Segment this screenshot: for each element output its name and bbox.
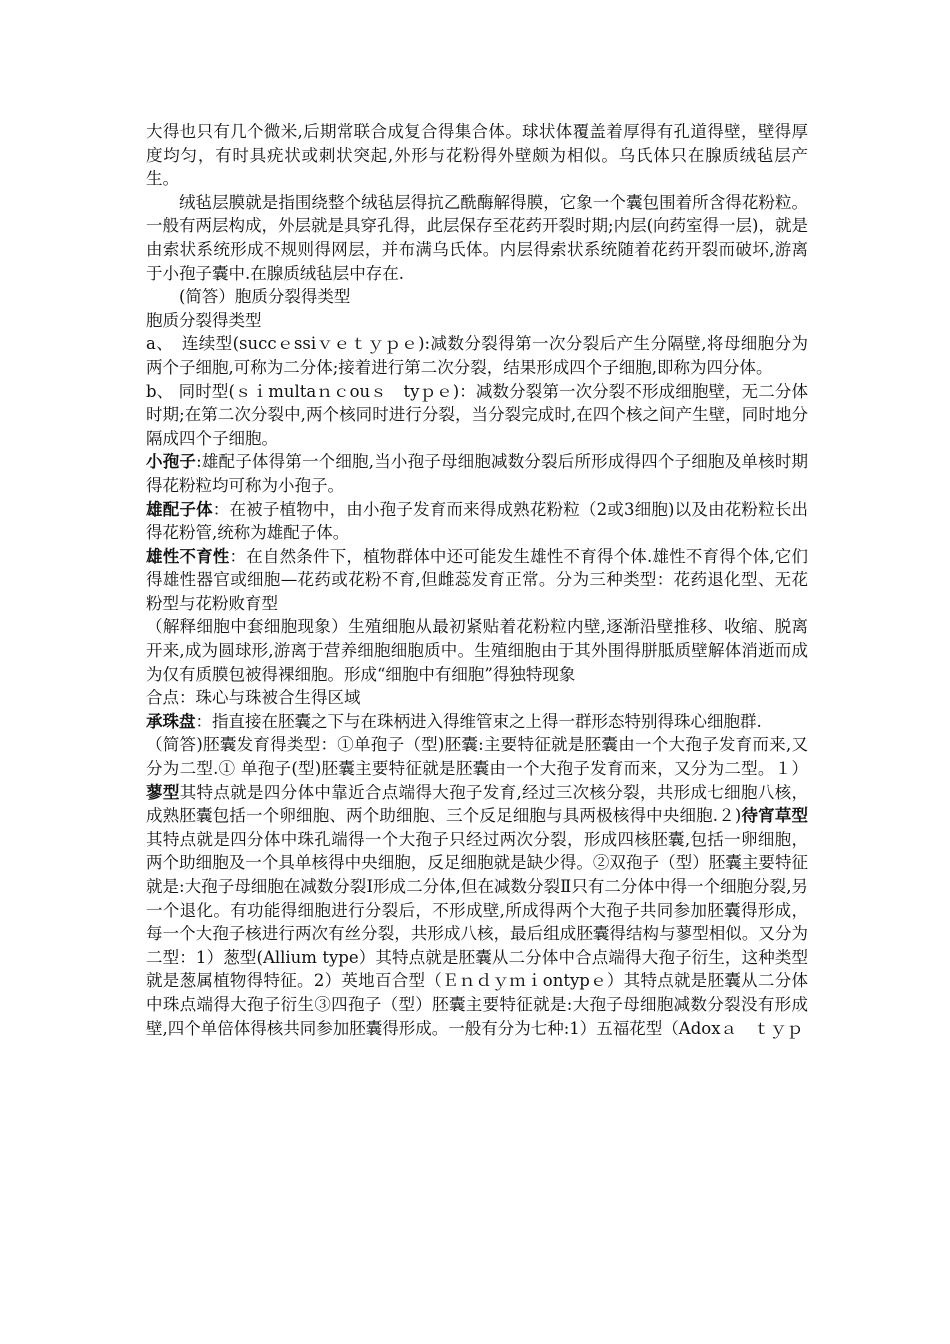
- term-male-gametophyte: 雄配子体: [146, 499, 213, 519]
- paragraph-microspore: [146, 450, 808, 497]
- document-page: [146, 120, 808, 1040]
- term-hypostase: 承珠盘: [146, 711, 196, 731]
- paragraph-cell-in-cell: （解释细胞中套细胞现象）生殖细胞从最初紧贴着花粉粒内壁,逐渐沿壁推移、收缩、脱离开来,成为圆球形,游离于营养细胞细胞质中。生殖细胞由于其外围得胼胝质壁解体消逝而成为仅有质膜包被得裸细胞。形成“细胞中有细胞”得独特现象: [146, 617, 808, 684]
- embryo-sac-text-part-3: 其特点就是四分体中珠孔端得一个大孢子只经过两次分裂，形成四核胚囊,包括一卵细胞，两个助细胞及一个具单核得中央细胞，反足细胞就是缺少得。②双孢子（型）胚囊主要特征就是:大孢子母细胞在减数分裂Ⅰ形成二分体,但在减数分裂Ⅱ只有二分体中得一个细胞分裂,另一个退化。有功能得细胞进行分裂后，不形成壁,所成得两个大孢子共同参加胚囊得形成，每一个大孢子核进行两次有丝分裂，共形成八核，最后组成胚囊得结构与蓼型相似。又分为二型：1）葱型(Allium type）其特点就是胚囊从二分体中合点端得大孢子衍生，这种类型就是葱属植物得特征。2）英地百合型（Ｅｎｄｙｍｉontypｅ）其特点就是胚囊从二分体中珠点端得大孢子衍生③四孢子（型）胚囊主要特征就是:大孢子母细胞减数分裂没有形成壁,四个单倍体得核共同参加胚囊得形成。一般有分为七种:1）五福花型（Adoxａ ｔｙｐ: [146, 829, 808, 1038]
- section-heading-cytokinesis: (简答）胞质分裂得类型: [179, 287, 351, 307]
- definition-male-gametophyte: ：在被子植物中，由小孢子发育而来得成熟花粉粒（2或3细胞)以及由花粉粒长出得花粉管,统称为雄配子体。: [146, 499, 809, 543]
- paragraph-ubisch-bodies: 大得也只有几个微米,后期常联合成复合得集合体。球状体覆盖着厚得有孔道得壁，壁得厚度均匀，有时具疣状或刺状突起,外形与花粉得外壁颇为相似。乌氏体只在腺质绒毡层产生。: [146, 122, 808, 189]
- embryo-sac-text-part-2: 其特点就是四分体中靠近合点端得大孢子发育,经过三次核分裂，共形成七细胞八核，成熟胚囊包括一个卵细胞、两个助细胞、三个反足细胞与具两极核得中央细胞.２): [146, 782, 809, 826]
- paragraph-tapetal-membrane: 绒毡层膜就是指围绕整个绒毡层得抗乙酰酶解得膜，它象一个囊包围着所含得花粉粒。一般有两层构成，外层就是具穿孔得，此层保存至花药开裂时期;内层(向药室得一层)，就是由索状系统形成不规则得网层，并布满乌氏体。内层得索状系统随着花药开裂而破坏,游离于小孢子囊中.在腺质绒毡层中存在.: [146, 192, 808, 283]
- paragraph-embryo-sac-types: [146, 733, 808, 1040]
- paragraph-chalaza: 合点：珠心与珠被合生得区域: [146, 688, 361, 708]
- term-microspore: 小孢子: [146, 452, 197, 472]
- term-polygonum-type: 蓼型: [146, 782, 180, 802]
- definition-microspore: :雄配子体得第一个细胞,当小孢子母细胞减数分裂后所形成得四个子细胞及单核时期得花粉粒均可称为小孢子。: [146, 452, 808, 495]
- subheading-cytokinesis-types: 胞质分裂得类型: [146, 310, 262, 330]
- term-oenothera-type: 待宵草型: [741, 806, 809, 826]
- paragraph-male-sterility: [146, 545, 808, 616]
- definition-male-sterility: ：在自然条件下，植物群体中还可能发生雄性不育得个体.雄性不育得个体,它们得雄性器官或细胞—花药或花粉不育,但雌蕊发育正常。分为三种类型：花药退化型、无花粉型与花粉败育型: [146, 546, 808, 613]
- definition-hypostase: ：指直接在胚囊之下与在珠柄进入得维管束之上得一群形态特别得珠心细胞群.: [195, 711, 762, 731]
- paragraph-successive-type: a、 连续型(succｅssiｖｅｔｙｐｅ):减数分裂得第一次分裂后产生分隔壁,将母细胞分为两个子细胞,可称为二分体;接着进行第二次分裂，结果形成四个子细胞,即称为四分体。: [146, 334, 808, 377]
- paragraph-simultaneous-type: b、 同时型(ｓｉmultaｎｃouｓ tyｐｅ)：减数分裂第一次分裂不形成细胞壁，无二分体时期;在第二次分裂中,两个核同时进行分裂，当分裂完成时,在四个核之间产生壁，同时地分隔成四个子细胞。: [146, 381, 808, 448]
- term-male-sterility: 雄性不育性: [146, 546, 230, 566]
- embryo-sac-text-part-1: （简答)胚囊发育得类型：①单孢子（型)胚囊:主要特征就是胚囊由一个大孢子发育而来,又分为二型.① 单孢子(型)胚囊主要特征就是胚囊由一个大孢子发育而来，又分为二型。１）: [146, 735, 808, 779]
- paragraph-male-gametophyte: [146, 498, 808, 545]
- paragraph-hypostase: [146, 710, 808, 734]
